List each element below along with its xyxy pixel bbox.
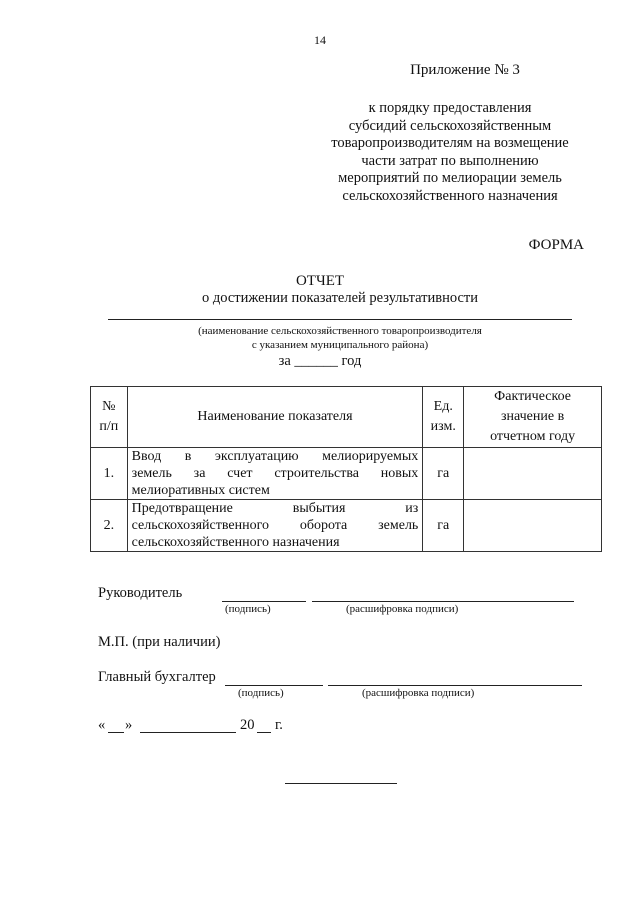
header-unit-line: изм. (430, 419, 456, 434)
appendix-line: сельскохозяйственного назначения (342, 187, 558, 204)
head-signature-line[interactable] (222, 601, 306, 602)
header-number (91, 387, 128, 448)
row-actual-value-cell[interactable] (464, 448, 602, 500)
row-name-line: Ввод в эксплуатацию мелиорируемых (131, 449, 419, 464)
appendix-line: части затрат по выполнению (361, 152, 539, 169)
accountant-decode-line[interactable] (328, 685, 582, 686)
date-month-line[interactable] (140, 732, 236, 733)
row-name-line: мелиоративных систем (131, 483, 270, 498)
head-decode-line[interactable] (312, 601, 574, 602)
date-year-label: 20 (240, 717, 255, 733)
report-subtitle: о достижении показателей результативности (201, 290, 479, 306)
row-unit: га (423, 500, 464, 552)
header-value-line: значение в (500, 409, 565, 424)
header-number-line: № (102, 399, 116, 414)
row-indicator-name (127, 500, 423, 552)
table-row (91, 500, 602, 552)
header-unit-line: Ед. (433, 399, 453, 414)
row-indicator-name (127, 448, 423, 500)
date-open-quote: « (98, 717, 106, 733)
header-actual-value (464, 387, 602, 448)
organization-name-line[interactable] (108, 319, 572, 320)
accountant-decode-caption: (расшифровка подписи) (362, 687, 475, 699)
accountant-label: Главный бухгалтер (98, 669, 216, 685)
head-decode-caption: (расшифровка подписи) (346, 603, 459, 615)
accountant-signature-caption: (подпись) (238, 687, 284, 699)
organization-caption-line: с указанием муниципального района) (251, 339, 429, 351)
row-number: 2. (91, 500, 128, 552)
header-value-line: отчетном году (490, 429, 576, 444)
header-indicator-name: Наименование показателя (127, 387, 423, 448)
table-row (91, 448, 602, 500)
appendix-line: товаропроизводителям на возмещение (331, 135, 569, 151)
header-unit (423, 387, 464, 448)
form-label: ФОРМА (528, 237, 584, 253)
table-header-row (91, 387, 602, 448)
indicators-table (90, 386, 602, 552)
date-close-quote: » (125, 717, 133, 733)
report-year-line[interactable]: за ______ год (278, 353, 362, 369)
row-name-line: сельскохозяйственного назначения (131, 535, 340, 550)
organization-caption (100, 324, 580, 352)
head-label: Руководитель (98, 585, 183, 601)
appendix-line: субсидий сельскохозяйственным (348, 117, 552, 134)
end-separator-line (285, 783, 397, 784)
row-actual-value-cell[interactable] (464, 500, 602, 552)
organization-caption-line: (наименование сельскохозяйственного товаропроизводителя (198, 325, 482, 337)
appendix-line: к порядку предоставления (368, 100, 532, 116)
accountant-signature-line[interactable] (225, 685, 323, 686)
row-name-line: сельскохозяйственного оборота земель (131, 518, 419, 533)
row-name-line: земель за счет строительства новых (131, 466, 419, 481)
stamp-label: М.П. (при наличии) (98, 634, 221, 650)
appendix-line: мероприятий по мелиорации земель (338, 170, 562, 186)
header-number-line: п/п (99, 419, 119, 434)
date-suffix: г. (275, 717, 283, 733)
date-year-line[interactable] (257, 732, 271, 733)
row-name-line: Предотвращение выбытия из (131, 501, 419, 516)
appendix-title: Приложение № 3 (410, 62, 520, 78)
date-day-line[interactable] (108, 732, 124, 733)
head-signature-caption: (подпись) (225, 603, 271, 615)
report-title: ОТЧЕТ (295, 273, 345, 289)
header-value-line: Фактическое (494, 389, 571, 404)
row-unit: га (423, 448, 464, 500)
appendix-description (300, 100, 600, 205)
page-number: 14 (314, 33, 326, 47)
row-number: 1. (91, 448, 128, 500)
